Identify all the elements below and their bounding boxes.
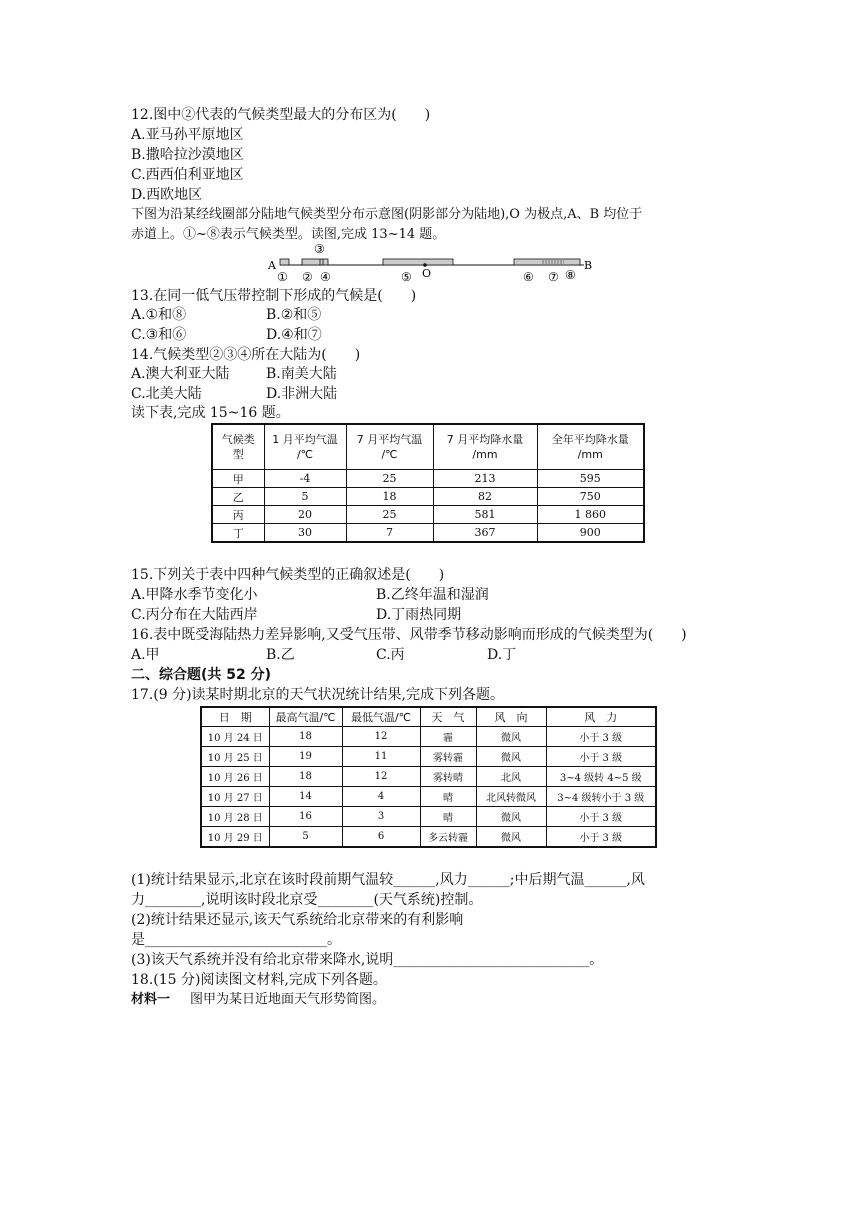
table-cell: 小于 3 级 <box>546 807 656 827</box>
q12-option-a: A.亚马孙平原地区 <box>131 127 244 143</box>
num-2: ② <box>302 270 313 284</box>
q14-stem: 14.气候类型②③④所在大陆为( ) <box>131 347 361 363</box>
q13-option-d: D.④和⑦ <box>266 327 322 343</box>
q13-stem: 13.在同一低气压带控制下形成的气候是( ) <box>131 288 417 304</box>
climate-header-jul-temp: 7 月平均气温 /℃ <box>346 424 433 470</box>
q15-option-a: A.甲降水季节变化小 <box>131 587 258 603</box>
q17-part1-line2: 力________,说明该时段北京受________(天气系统)控制。 <box>131 892 483 908</box>
table-cell: 595 <box>537 470 644 488</box>
table-cell: 雾转霾 <box>420 747 476 767</box>
q14-option-c: C.北美大陆 <box>131 386 202 402</box>
table-cell: 霾 <box>420 727 476 747</box>
table-cell: 12 <box>342 727 420 747</box>
table-cell: 甲 <box>212 470 264 488</box>
land-block-4 <box>514 259 580 265</box>
table-cell: 11 <box>342 747 420 767</box>
land-block-1 <box>280 259 289 265</box>
table-cell: 25 <box>346 470 433 488</box>
q12-stem: 12.图中②代表的气候类型最大的分布区为( ) <box>131 107 431 123</box>
q16-option-d: D.丁 <box>487 647 517 663</box>
table-row <box>201 727 656 747</box>
weather-header-max-temp: 最高气温/℃ <box>269 707 342 727</box>
num-3: ③ <box>314 242 325 256</box>
table-cell: 10 月 29 日 <box>201 827 269 848</box>
table-cell: 丁 <box>212 524 264 543</box>
table-row <box>212 488 644 506</box>
table-cell: 小于 3 级 <box>546 727 656 747</box>
q15-stem: 15.下列关于表中四种气候类型的正确叙述是( ) <box>131 567 445 583</box>
table-cell: 5 <box>264 488 346 506</box>
table-cell: 小于 3 级 <box>546 747 656 767</box>
intro-15-16: 读下表,完成 15~16 题。 <box>131 405 290 421</box>
table-cell: 20 <box>264 506 346 524</box>
weather-table <box>200 706 657 848</box>
table-row <box>212 470 644 488</box>
q15-option-b: B.乙终年温和湿润 <box>376 587 489 603</box>
climate-header-jan-temp: 1 月平均气温 /℃ <box>264 424 346 470</box>
table-cell: 16 <box>269 807 342 827</box>
q17-stem: 17.(9 分)读某时期北京的天气状况统计结果,完成下列各题。 <box>131 687 504 703</box>
num-6: ⑥ <box>523 270 534 284</box>
table-cell: 213 <box>433 470 537 488</box>
weather-header-weather: 天 气 <box>420 707 476 727</box>
weather-header-wind-dir: 风 向 <box>476 707 546 727</box>
table-row <box>201 827 656 848</box>
weather-header-min-temp: 最低气温/℃ <box>342 707 420 727</box>
table-cell: 3 <box>342 807 420 827</box>
table-cell: 微风 <box>476 807 546 827</box>
table-row <box>212 506 644 524</box>
num-8: ⑧ <box>565 268 576 282</box>
table-cell: 30 <box>264 524 346 543</box>
label-o: O <box>422 267 432 280</box>
land-block-2 <box>302 259 328 265</box>
table-cell: 微风 <box>476 827 546 848</box>
climate-header-type: 气候类 型 <box>212 424 264 470</box>
table-cell: 乙 <box>212 488 264 506</box>
table-cell: 10 月 24 日 <box>201 727 269 747</box>
q14-option-d: D.非洲大陆 <box>266 386 338 402</box>
section-2-title: 二、综合题(共 52 分) <box>131 667 272 683</box>
table-cell: 3~4 级转 4~5 级 <box>546 767 656 787</box>
weather-header-wind-force: 风 力 <box>546 707 656 727</box>
table-cell: 10 月 25 日 <box>201 747 269 767</box>
weather-header-date: 日 期 <box>201 707 269 727</box>
table-row <box>201 767 656 787</box>
climate-table <box>211 423 645 543</box>
table-cell: 5 <box>269 827 342 848</box>
q15-option-d: D.丁雨热同期 <box>376 607 462 623</box>
table-cell: 北风 <box>476 767 546 787</box>
table-cell: 18 <box>346 488 433 506</box>
table-cell: 1 860 <box>537 506 644 524</box>
table-cell: 7 <box>346 524 433 543</box>
table-cell: 丙 <box>212 506 264 524</box>
q16-option-a: A.甲 <box>131 647 160 663</box>
q17-part3: (3)该天气系统并没有给北京带来降水,说明____________________________。 <box>131 952 604 968</box>
table-row <box>201 807 656 827</box>
q13-option-b: B.②和⑤ <box>266 307 322 323</box>
q17-part2-line1: (2)统计结果还显示,该天气系统给北京带来的有利影响 <box>131 912 464 928</box>
num-7: ⑦ <box>548 270 559 284</box>
table-cell: 367 <box>433 524 537 543</box>
weather-table-header <box>201 707 656 727</box>
table-cell: 18 <box>269 767 342 787</box>
intro-13-14-line2: 赤道上。①~⑧表示气候类型。读图,完成 13~14 题。 <box>131 227 446 242</box>
table-cell: 19 <box>269 747 342 767</box>
table-cell: 12 <box>342 767 420 787</box>
table-cell: 10 月 26 日 <box>201 767 269 787</box>
climate-distribution-figure <box>268 241 598 285</box>
q16-option-b: B.乙 <box>266 647 295 663</box>
label-b: B <box>584 259 593 272</box>
table-row <box>201 787 656 807</box>
table-row <box>201 747 656 767</box>
label-a: A <box>268 259 276 272</box>
q18-material1-text: 图甲为某日近地面天气形势简图。 <box>190 992 386 1007</box>
table-cell: 82 <box>433 488 537 506</box>
table-row <box>212 524 644 543</box>
q17-part1-line1: (1)统计结果显示,北京在该时段前期气温较______,风力______;中后期气温______,风 <box>131 872 645 888</box>
q15-option-c: C.丙分布在大陆西岸 <box>131 607 258 623</box>
num-1: ① <box>277 270 288 284</box>
q17-part2-line2: 是__________________________。 <box>131 932 341 948</box>
table-cell: 北风转微风 <box>476 787 546 807</box>
intro-13-14-line1: 下图为沿某经线圈部分陆地气候类型分布示意图(阴影部分为陆地),O 为极点,A、B 均位于 <box>131 207 643 222</box>
table-cell: 900 <box>537 524 644 543</box>
table-cell: 小于 3 级 <box>546 827 656 848</box>
table-cell: 微风 <box>476 727 546 747</box>
table-cell: 10 月 27 日 <box>201 787 269 807</box>
num-5: ⑤ <box>401 270 412 284</box>
q12-option-d: D.西欧地区 <box>131 187 203 203</box>
table-cell: 多云转霾 <box>420 827 476 848</box>
q13-option-c: C.③和⑥ <box>131 327 187 343</box>
table-cell: 3~4 级转小于 3 级 <box>546 787 656 807</box>
q14-option-b: B.南美大陆 <box>266 366 337 382</box>
q12-option-b: B.撒哈拉沙漠地区 <box>131 147 244 163</box>
q14-option-a: A.澳大利亚大陆 <box>131 366 230 382</box>
climate-header-jul-precip: 7 月平均降水量 /mm <box>433 424 537 470</box>
table-cell: 25 <box>346 506 433 524</box>
table-cell: 晴 <box>420 807 476 827</box>
q18-stem: 18.(15 分)阅读图文材料,完成下列各题。 <box>131 972 387 988</box>
q18-material1-label: 材料一 <box>131 992 171 1007</box>
table-cell: 10 月 28 日 <box>201 807 269 827</box>
q16-option-c: C.丙 <box>376 647 405 663</box>
q13-option-a: A.①和⑧ <box>131 307 187 323</box>
land-block-3 <box>383 259 453 265</box>
climate-header-annual-precip: 全年平均降水量 /mm <box>537 424 644 470</box>
num-4: ④ <box>320 270 331 284</box>
table-cell: 雾转晴 <box>420 767 476 787</box>
table-cell: 18 <box>269 727 342 747</box>
table-cell: 4 <box>342 787 420 807</box>
table-cell: 晴 <box>420 787 476 807</box>
table-cell: -4 <box>264 470 346 488</box>
table-cell: 581 <box>433 506 537 524</box>
table-cell: 6 <box>342 827 420 848</box>
table-cell: 14 <box>269 787 342 807</box>
table-cell: 微风 <box>476 747 546 767</box>
q16-stem: 16.表中既受海陆热力差异影响,又受气压带、风带季节移动影响而形成的气候类型为( ) <box>131 627 687 643</box>
q12-option-c: C.西西伯利亚地区 <box>131 167 244 183</box>
table-cell: 750 <box>537 488 644 506</box>
climate-table-header <box>212 424 644 470</box>
